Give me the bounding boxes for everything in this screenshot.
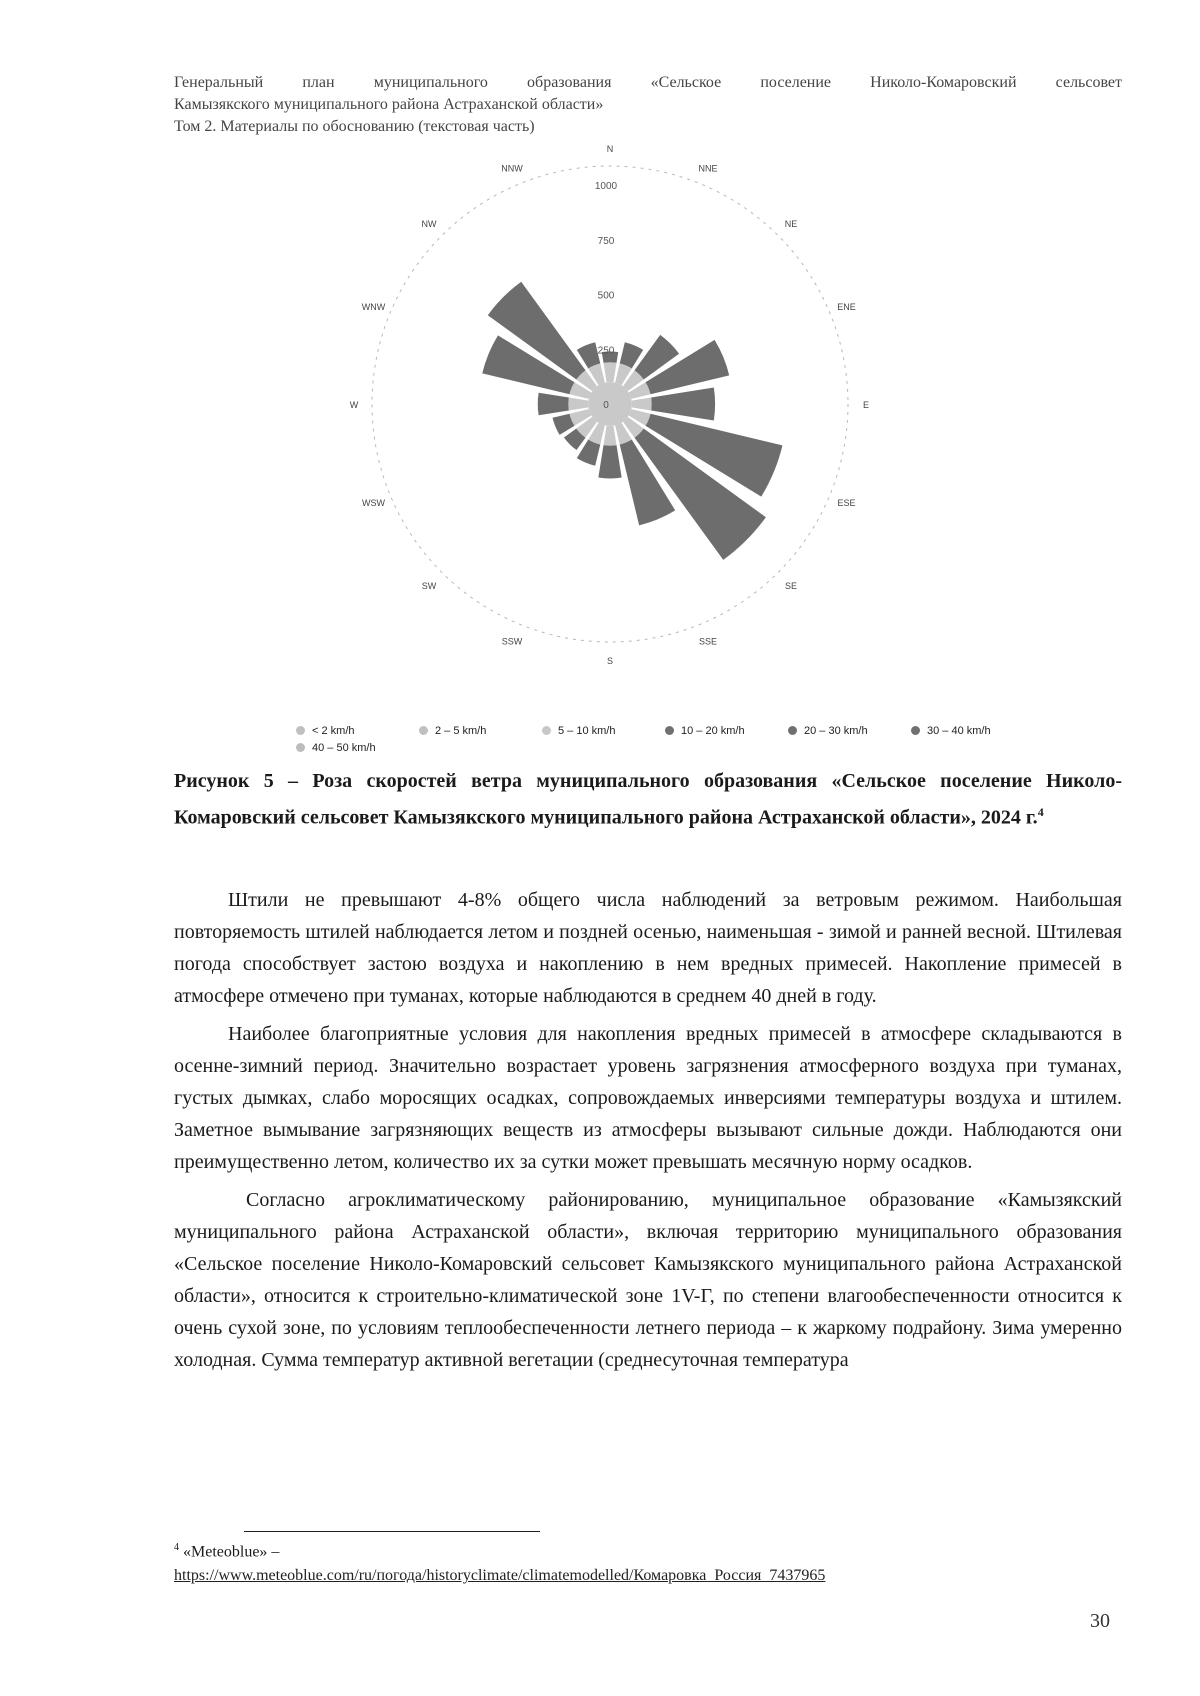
inner-wedge-w xyxy=(568,397,588,410)
direction-label-n: N xyxy=(606,144,614,154)
wind-rose-chart xyxy=(349,144,940,718)
legend-dot-icon xyxy=(788,726,797,735)
legend-item xyxy=(542,722,665,739)
legend-item xyxy=(419,722,542,739)
paragraph-calms: Штили не превышают 4-8% общего числа наблюдений за ветровым режимом. Наибольшая повторяемость штилей наблюдается летом и поздней осенью, наименьшая - зимой и ранней весной. Штилевая погода способствует застою воздуха и накоплению в нем вредных примесей. Накопление примесей в атмосфере отмечено при туманах, которые наблюдаются в среднем 40 дней в году. xyxy=(174,889,1122,1007)
document-header xyxy=(174,72,1122,138)
direction-label-ssw: SSW xyxy=(501,636,523,647)
paragraph-agroclimate: Согласно агроклиматическому районированию, муниципальное образование «Камызякский муниципального района Астраханской области», включая территорию муниципального образования «Сельское поселение Николо-Комаровский сельсовет Камызякского муниципального района Астраханской области», относится к строительно-климатической зоне 1V-Г, по степени влагообеспеченности относится к очень сухой зоне, по условиям теплообеспеченности летнего периода – к жаркому подрайону. Зима умеренно холодная. Сумма температур активной вегетации (среднесуточная температура xyxy=(174,1189,1122,1371)
legend-label: 10 – 20 km/h xyxy=(681,724,745,737)
body-text xyxy=(174,884,1122,1382)
radial-tick-label: 750 xyxy=(597,235,615,247)
footnote-link[interactable]: https://www.meteoblue.com/ru/погода/historyclimate/climatemodelled/Комаровка_Россия_7437965 xyxy=(174,1567,826,1585)
legend-dot-icon xyxy=(419,726,428,735)
legend-label: 20 – 30 km/h xyxy=(804,724,868,737)
legend-item xyxy=(296,739,419,756)
footnote-source: «Meteoblue» – xyxy=(183,1543,280,1561)
header-line-3: Том 2. Материалы по обоснованию (текстовая часть) xyxy=(174,118,535,135)
direction-label-e: E xyxy=(862,400,870,410)
wedge-e xyxy=(651,388,715,421)
paragraph-pollution: Наиболее благоприятные условия для накопления вредных примесей в атмосфере складываются в осенне-зимний период. Значительно возрастает уровень загрязнения атмосферного воздуха при туманах, густых дымках, слабо моросящих осадках, сопровождаемых инверсиями температуры воздуха и штилем. Заметное вымывание загрязняющих веществ из атмосферы вызывают сильные дожди. Наблюдаются они преимущественно летом, количество их за сутки может превышать месячную норму осадков. xyxy=(174,1023,1122,1173)
radial-tick-label: 250 xyxy=(597,345,615,357)
legend-label: 40 – 50 km/h xyxy=(312,741,376,754)
footnote-number: 4 xyxy=(174,1542,179,1553)
radial-tick-label: 1000 xyxy=(594,181,618,193)
direction-label-nw: NW xyxy=(421,218,437,229)
direction-label-w: W xyxy=(349,400,359,410)
footnote xyxy=(174,1536,1122,1588)
chart-legend xyxy=(296,722,1036,756)
legend-label: 2 – 5 km/h xyxy=(435,724,487,737)
radial-tick-label: 500 xyxy=(597,290,615,302)
legend-dot-icon xyxy=(542,726,551,735)
legend-row xyxy=(296,722,1036,739)
legend-label: < 2 km/h xyxy=(312,724,355,737)
inner-wedge-s xyxy=(603,426,616,446)
wedge-s xyxy=(598,445,621,478)
direction-label-sw: SW xyxy=(421,581,437,592)
wedge-w xyxy=(538,393,569,416)
direction-label-se: SE xyxy=(785,581,798,592)
header-line-2: Камызякского муниципального района Астраханской области» xyxy=(174,96,604,113)
direction-label-ese: ESE xyxy=(837,497,856,508)
footnote-separator xyxy=(244,1531,540,1532)
page-number: 30 xyxy=(1090,1610,1110,1632)
legend-dot-icon xyxy=(665,726,674,735)
direction-label-ne: NE xyxy=(784,218,798,229)
direction-label-nne: NNE xyxy=(698,163,718,174)
legend-item xyxy=(788,722,911,739)
legend-dot-icon xyxy=(911,726,920,735)
caption-text: Рисунок 5 – Роза скоростей ветра муниципального образования «Сельское поселение Николо-Комаровский сельсовет Камызякского муниципального района Астраханской области», 2024 г. xyxy=(174,770,1122,829)
direction-label-nnw: NNW xyxy=(501,163,523,174)
header-line-1: Генеральный план муниципального образования «Сельское поселение Николо-Комаровский сельсовет xyxy=(174,74,1122,91)
legend-row xyxy=(296,739,1036,756)
direction-label-wsw: WSW xyxy=(361,497,385,508)
inner-wedge-e xyxy=(632,397,652,410)
direction-label-ene: ENE xyxy=(837,302,856,313)
direction-label-sse: SSE xyxy=(698,636,717,647)
figure-caption xyxy=(174,766,1122,834)
direction-label-wnw: WNW xyxy=(361,302,386,313)
direction-label-s: S xyxy=(606,656,614,666)
inner-wedge-n xyxy=(603,362,616,382)
radial-tick-label: 0 xyxy=(603,400,609,411)
wind-rose-figure xyxy=(349,144,940,718)
legend-dot-icon xyxy=(296,726,305,735)
legend-item xyxy=(665,722,788,739)
legend-label: 5 – 10 km/h xyxy=(558,724,616,737)
caption-footnote-ref: 4 xyxy=(1037,805,1044,819)
legend-dot-icon xyxy=(296,743,305,752)
calm-circle xyxy=(588,382,632,426)
legend-item xyxy=(296,722,419,739)
legend-item xyxy=(911,722,1034,739)
legend-label: 30 – 40 km/h xyxy=(927,724,991,737)
